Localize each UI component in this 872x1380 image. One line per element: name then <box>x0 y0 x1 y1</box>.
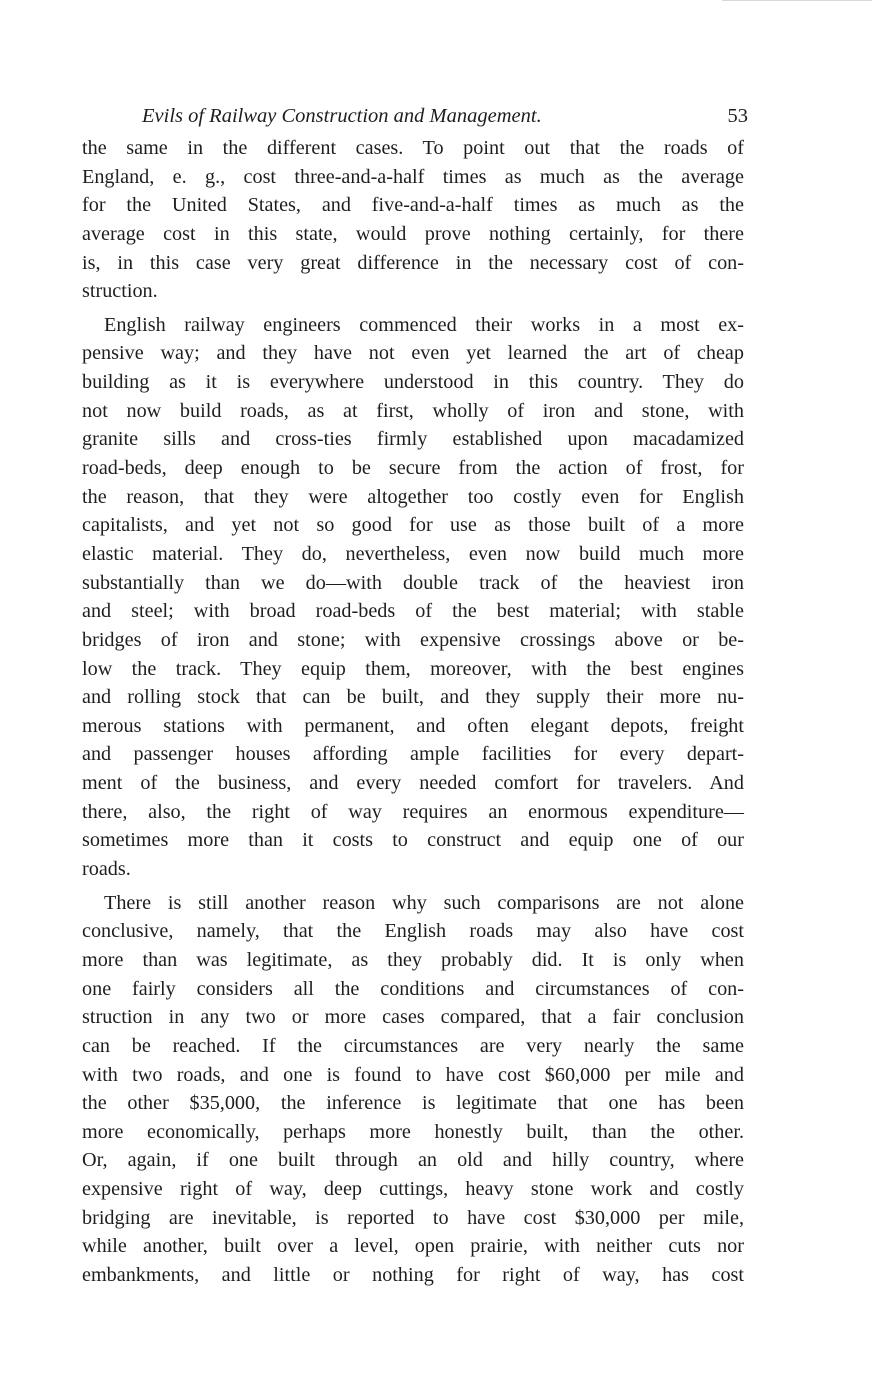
text-line: and steel; with broad road-beds of the best material; with stable <box>82 600 744 623</box>
text-line: and rolling stock that can be built, and they supply their more nu- <box>82 686 744 709</box>
text-line: expensive right of way, deep cuttings, heavy stone work and costly <box>82 1178 744 1201</box>
text-line: more economically, perhaps more honestly built, than the other. <box>82 1120 744 1143</box>
text-line: ment of the business, and every needed comfort for travelers. And <box>82 772 744 795</box>
paragraph <box>82 134 744 306</box>
text-line: embankments, and little or nothing for right of way, has cost <box>82 1263 744 1286</box>
text-line: struction in any two or more cases compared, that a fair conclusion <box>82 1006 744 1029</box>
text-line: sometimes more than it costs to construct and equip one of our <box>82 829 744 852</box>
text-line: capitalists, and yet not so good for use as those built of a more <box>82 514 744 537</box>
text-line: the same in the different cases. To point out that the roads of <box>82 137 744 159</box>
body-text <box>82 134 744 1290</box>
text-line: elastic material. They do, nevertheless, even now build much more <box>82 542 744 565</box>
text-line: more than was legitimate, as they probably did. It is only when <box>82 948 744 971</box>
text-line: There is still another reason why such comparisons are not alone <box>104 891 744 914</box>
text-line: with two roads, and one is found to have cost $60,000 per mile and <box>82 1063 744 1086</box>
text-line: for the United States, and five-and-a-half times as much as the <box>82 194 744 217</box>
text-line: not now build roads, as at first, wholly of iron and stone, with <box>82 399 744 422</box>
top-edge-rule <box>722 0 872 1</box>
text-line: can be reached. If the circumstances are very nearly the same <box>82 1034 744 1057</box>
text-line: England, e. g., cost three-and-a-half times as much as the average <box>82 165 744 188</box>
text-line: one fairly considers all the conditions and circumstances of con- <box>82 977 744 1000</box>
text-line: average cost in this state, would prove nothing certainly, for there <box>82 222 744 245</box>
text-line: English railway engineers commenced their works in a most ex- <box>104 313 744 336</box>
running-title: Evils of Railway Construction and Management. <box>142 105 542 127</box>
page-number: 53 <box>727 105 748 127</box>
paragraph <box>82 889 744 1290</box>
text-line: building as it is everywhere understood in this country. They do <box>82 371 744 394</box>
paragraph <box>82 311 744 884</box>
book-page <box>82 98 748 1290</box>
text-line: there, also, the right of way requires an enormous expenditure— <box>82 800 744 823</box>
text-line: conclusive, namely, that the English roads may also have cost <box>82 920 744 943</box>
text-line: low the track. They equip them, moreover, with the best engines <box>82 657 744 680</box>
text-line: bridges of iron and stone; with expensive crossings above or be- <box>82 628 744 651</box>
text-line: granite sills and cross-ties firmly established upon macadamized <box>82 428 744 451</box>
text-line: struction. <box>82 280 158 303</box>
text-line: the other $35,000, the inference is legitimate that one has been <box>82 1092 744 1115</box>
text-line: the reason, that they were altogether too costly even for English <box>82 485 744 508</box>
text-line: and passenger houses affording ample facilities for every depart- <box>82 743 744 766</box>
text-line: Or, again, if one built through an old and hilly country, where <box>82 1149 744 1172</box>
text-line: is, in this case very great difference in the necessary cost of con- <box>82 251 744 274</box>
text-line: substantially than we do—with double track of the heaviest iron <box>82 571 744 594</box>
text-line: roads. <box>82 858 131 881</box>
text-line: road-beds, deep enough to be secure from the action of frost, for <box>82 457 744 480</box>
running-head <box>82 98 748 134</box>
text-line: merous stations with permanent, and often elegant depots, freight <box>82 714 744 737</box>
text-line: bridging are inevitable, is reported to have cost $30,000 per mile, <box>82 1206 744 1229</box>
text-line: while another, built over a level, open prairie, with neither cuts nor <box>82 1235 744 1258</box>
text-line: pensive way; and they have not even yet learned the art of cheap <box>82 342 744 365</box>
